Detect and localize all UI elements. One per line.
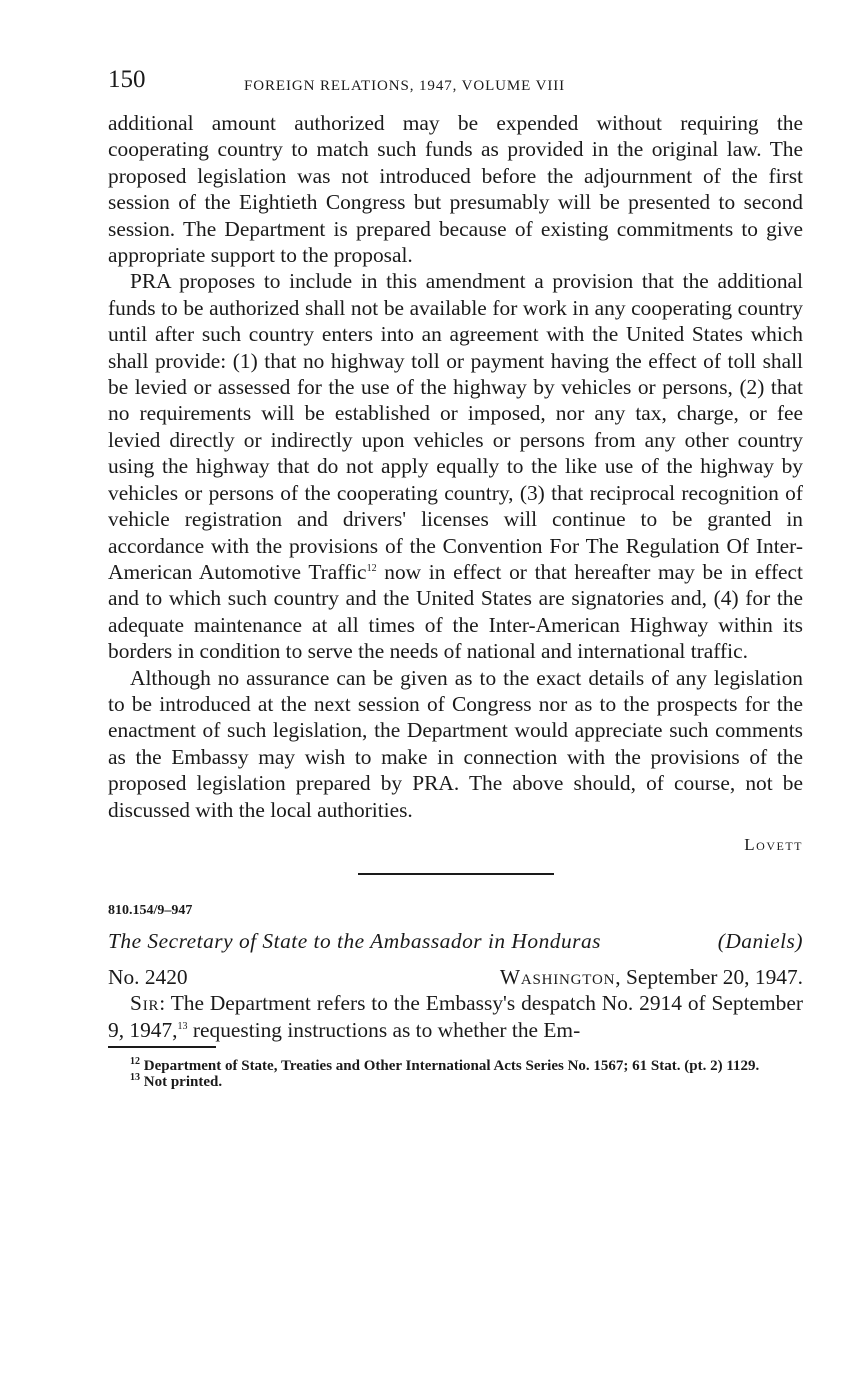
footnote-12-text: Department of State, Treaties and Other International Acts Series No. 1567; 61 Stat. (pt. 2) 1129. [140,1057,760,1074]
footnotes [108,1055,803,1090]
paragraph-2-text: PRA proposes to include in this amendment a provision that the additional funds to be authorized shall not be available for work in any cooperating country until after such country enters into an agreement with the United States which shall provide: (1) that no highway toll or payment having the effect of toll shall be levied or assessed for the use of the highway by vehicles or persons, (2) that no requirements will be established or imposed, nor any tax, charge, or fee levied directly or indirectly upon vehicles or persons from any other country using the highway that do not apply equally to the like use of the highway by vehicles or persons of the cooperating country, (3) that reciprocal recognition of vehicle registration and drivers' licenses will continue to be granted in accordance with the provisions of the Convention For The Regulation Of Inter-American Automotive Traffic [108,269,803,584]
footnote-13-text: Not printed. [140,1073,223,1090]
date: , September 20, 1947. [615,964,803,989]
footnote-12 [108,1055,803,1074]
footnote-13-mark: 13 [130,1071,140,1083]
place: Washington [499,964,616,989]
section-divider [358,873,554,875]
page-content [108,66,803,1090]
salutation: Sir [130,991,160,1016]
signature: Lovett [744,834,803,854]
running-head: FOREIGN RELATIONS, 1947, VOLUME VIII [244,78,566,94]
letter-2-paragraph [108,990,803,1043]
footnote-13 [108,1071,803,1090]
dateline [108,964,803,990]
footnote-12-mark: 12 [130,1055,140,1067]
document-title-text: The Secretary of State to the Ambassador in Honduras [108,928,602,953]
letter-body [108,110,803,823]
paragraph-2-text-cont: now in effect or that hereafter may be in effect and to which such country and the United States are signatories and, (4) for the adequate maintenance at all times of the Inter-American Highway within its borders in condition to serve the needs of national and international traffic. [108,559,803,664]
page-number: 150 [108,66,146,93]
page-header [108,66,803,110]
footnote-ref-12: 12 [366,562,377,574]
document-recipient: (Daniels) [717,928,803,953]
paragraph-2 [108,268,803,664]
letter-2-body [108,990,803,1043]
place-date [500,964,803,990]
despatch-number: No. 2420 [108,964,188,989]
document-title [108,929,803,954]
paragraph-1: additional amount authorized may be expended without requiring the cooperating country to match such funds as provided in the original law. The proposed legislation was not introduced before the adjournment of the first session of the Eightieth Congress but presumably will be presented to second session. The Department is prepared because of existing commitments to give appropriate support to the proposal. [108,111,803,268]
file-number: 810.154/9–947 [108,902,193,918]
footnote-divider [108,1046,216,1048]
paragraph-3: Although no assurance can be given as to the exact details of any legislation to be introduced at the next session of Congress nor as to the prospects for the enactment of such legislation, the Department would appreciate such comments as the Embassy may wish to make in connection with the provisions of the proposed legislation prepared by PRA. The above should, of course, not be discussed with the local authorities. [108,665,803,822]
letter-2-text: : The Department refers to the Embassy's despatch No. 2914 of September 9, 1947, [108,991,803,1042]
footnote-ref-13: 13 [177,1020,188,1032]
letter-2-text-cont: requesting instructions as to whether the Em- [187,1017,581,1042]
